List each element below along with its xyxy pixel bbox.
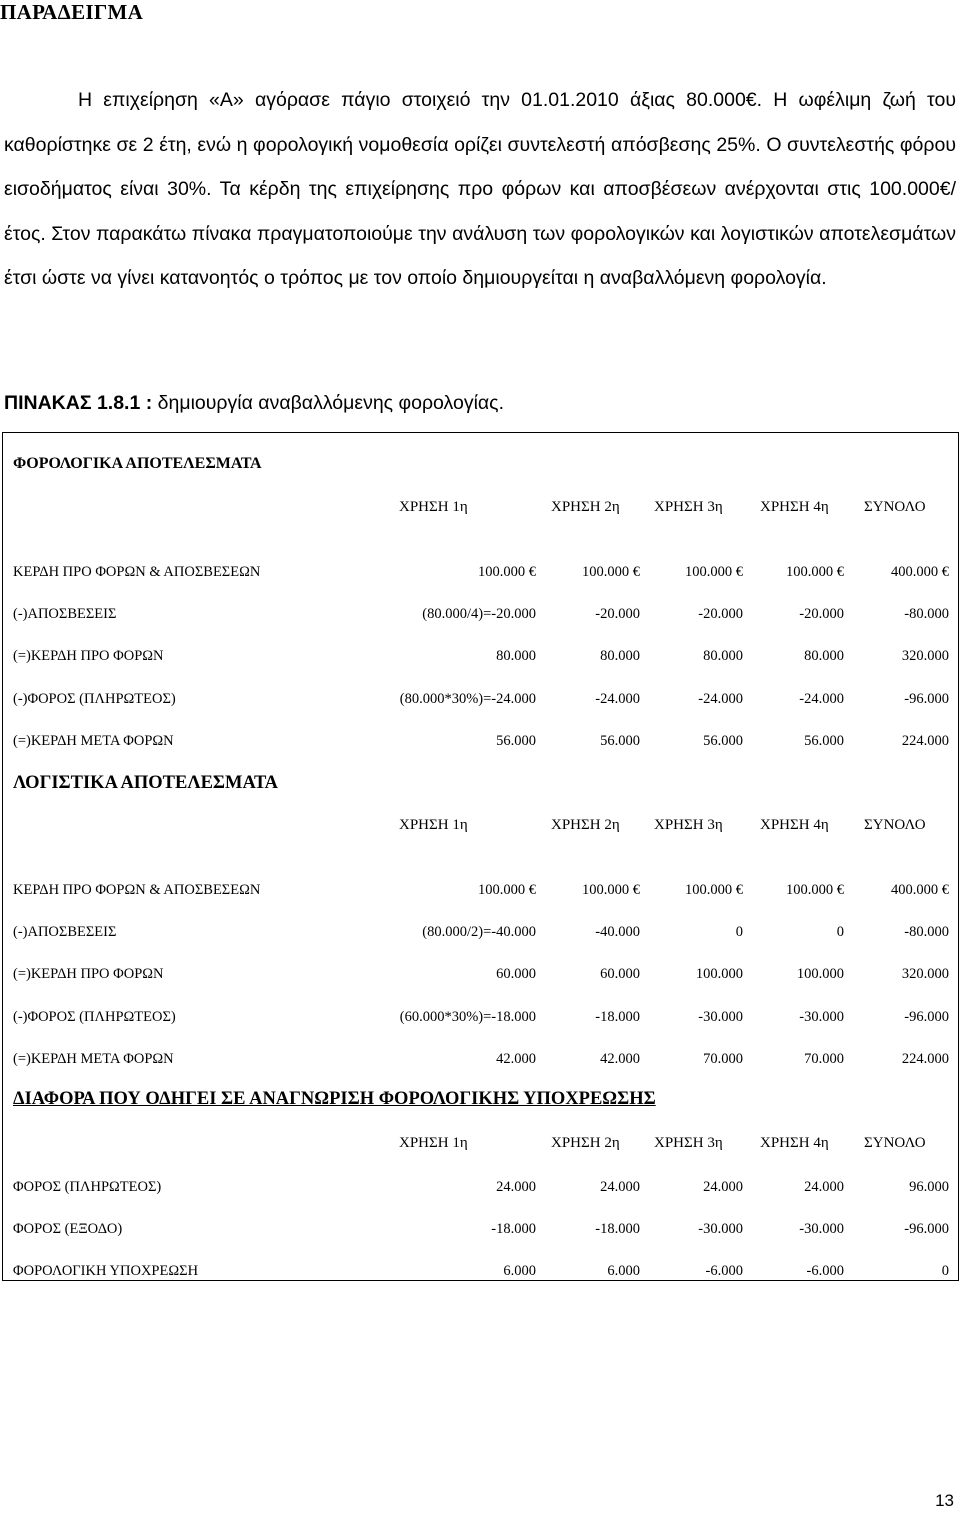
cell-total: -80.000 — [904, 924, 949, 940]
cell-total: -96.000 — [904, 1221, 949, 1237]
cell-year-4: 100.000 € — [786, 882, 844, 898]
row-label: (-)ΑΠΟΣΒΕΣΕΙΣ — [13, 924, 117, 940]
cell-year-1: 24.000 — [496, 1179, 536, 1195]
cell-year-2: -18.000 — [595, 1221, 640, 1237]
cell-year-3: 0 — [735, 924, 743, 940]
cell-year-3: -6.000 — [705, 1263, 743, 1279]
row-label: (=)ΚΕΡΔΗ ΜΕΤΑ ΦΟΡΩΝ — [13, 1051, 174, 1067]
header-year-2: ΧΡΗΣΗ 2η — [551, 499, 620, 515]
cell-year-2: 60.000 — [600, 966, 640, 982]
cell-total: 400.000 € — [891, 882, 949, 898]
page-heading: ΠΑΡΑΔΕΙΓΜΑ — [0, 0, 144, 24]
cell-year-3: 80.000 — [703, 648, 743, 664]
header-year-3: ΧΡΗΣΗ 3η — [654, 1135, 723, 1151]
cell-year-4: 0 — [836, 924, 844, 940]
table-caption — [4, 392, 504, 415]
cell-year-4: 100.000 € — [786, 564, 844, 580]
cell-year-2: -20.000 — [595, 606, 640, 622]
table-row — [13, 1221, 958, 1243]
tax-header-row — [3, 499, 948, 521]
cell-year-2: 100.000 € — [582, 882, 640, 898]
cell-year-4: 100.000 — [796, 966, 844, 982]
cell-year-3: 100.000 € — [685, 882, 743, 898]
header-year-3: ΧΡΗΣΗ 3η — [654, 817, 723, 833]
cell-year-4: -6.000 — [806, 1263, 844, 1279]
header-year-1: ΧΡΗΣΗ 1η — [399, 817, 468, 833]
cell-year-3: 24.000 — [703, 1179, 743, 1195]
cell-year-1: 56.000 — [496, 733, 536, 749]
cell-total: 320.000 — [901, 966, 949, 982]
cell-year-4: -30.000 — [799, 1221, 844, 1237]
cell-total: 96.000 — [909, 1179, 949, 1195]
table-row — [13, 691, 958, 713]
table-row — [13, 1263, 958, 1285]
tax-results-title: ΦΟΡΟΛΟΓΙΚΑ ΑΠΟΤΕΛΕΣΜΑΤΑ — [13, 455, 262, 472]
cell-year-1: 80.000 — [496, 648, 536, 664]
cell-year-1: 100.000 € — [478, 564, 536, 580]
cell-year-3: 100.000 — [695, 966, 743, 982]
row-label: (=)ΚΕΡΔΗ ΠΡΟ ΦΟΡΩΝ — [13, 648, 164, 664]
difference-header-row — [3, 1135, 948, 1157]
cell-year-3: -30.000 — [698, 1221, 743, 1237]
table-row — [13, 924, 958, 946]
table-number: ΠΙΝΑΚΑΣ 1.8.1 : — [4, 392, 153, 414]
header-year-4: ΧΡΗΣΗ 4η — [760, 817, 829, 833]
cell-year-1: (60.000*30%)=-18.000 — [399, 1009, 536, 1025]
table-row — [13, 606, 958, 628]
cell-year-4: -24.000 — [799, 691, 844, 707]
cell-total: -80.000 — [904, 606, 949, 622]
difference-title: ΔΙΑΦΟΡΑ ΠΟΥ ΟΔΗΓΕΙ ΣΕ ΑΝΑΓΝΩΡΙΣΗ ΦΟΡΟΛΟΓΙΚΗΣ ΥΠΟΧΡΕΩΣΗΣ — [13, 1089, 656, 1109]
cell-year-4: -20.000 — [799, 606, 844, 622]
cell-year-2: -24.000 — [595, 691, 640, 707]
cell-year-4: 80.000 — [804, 648, 844, 664]
cell-total: -96.000 — [904, 691, 949, 707]
cell-year-2: 24.000 — [600, 1179, 640, 1195]
cell-total: 224.000 — [901, 1051, 949, 1067]
row-label: ΦΟΡΟΣ (ΠΛΗΡΩΤΕΟΣ) — [13, 1179, 162, 1195]
row-label: (=)ΚΕΡΔΗ ΠΡΟ ΦΟΡΩΝ — [13, 966, 164, 982]
cell-year-1: 42.000 — [496, 1051, 536, 1067]
cell-year-2: 6.000 — [607, 1263, 640, 1279]
cell-year-2: -40.000 — [595, 924, 640, 940]
cell-year-1: -18.000 — [491, 1221, 536, 1237]
cell-total: 320.000 — [901, 648, 949, 664]
table-row — [13, 648, 958, 670]
cell-year-2: 100.000 € — [582, 564, 640, 580]
row-label: ΦΟΡΟΛΟΓΙΚΗ ΥΠΟΧΡΕΩΣΗ — [13, 1263, 199, 1279]
table-row — [13, 564, 958, 586]
cell-year-3: 100.000 € — [685, 564, 743, 580]
table-caption-text: δημιουργία αναβαλλόμενης φορολογίας. — [157, 392, 505, 414]
accounting-header-row — [3, 817, 948, 839]
header-year-3: ΧΡΗΣΗ 3η — [654, 499, 723, 515]
table-row — [13, 882, 958, 904]
cell-year-2: 42.000 — [600, 1051, 640, 1067]
page-number: 13 — [935, 1491, 954, 1510]
intro-paragraph — [4, 78, 956, 301]
header-year-4: ΧΡΗΣΗ 4η — [760, 499, 829, 515]
cell-year-4: 24.000 — [804, 1179, 844, 1195]
header-year-1: ΧΡΗΣΗ 1η — [399, 1135, 468, 1151]
cell-year-2: 80.000 — [600, 648, 640, 664]
cell-year-1: 100.000 € — [478, 882, 536, 898]
cell-year-3: -30.000 — [698, 1009, 743, 1025]
accounting-results-title: ΛΟΓΙΣΤΙΚΑ ΑΠΟΤΕΛΕΣΜΑΤΑ — [13, 773, 278, 793]
cell-year-1: (80.000/4)=-20.000 — [422, 606, 536, 622]
table-row — [13, 966, 958, 988]
row-label: (-)ΑΠΟΣΒΕΣΕΙΣ — [13, 606, 117, 622]
cell-year-3: -20.000 — [698, 606, 743, 622]
cell-year-1: 6.000 — [503, 1263, 536, 1279]
cell-total: 400.000 € — [891, 564, 949, 580]
table-row — [13, 1009, 958, 1031]
header-year-2: ΧΡΗΣΗ 2η — [551, 1135, 620, 1151]
cell-year-1: (80.000*30%)=-24.000 — [399, 691, 536, 707]
cell-year-2: -18.000 — [595, 1009, 640, 1025]
intro-text: Η επιχείρηση «Α» αγόρασε πάγιο στοιχειό την 01.01.2010 άξιας 80.000€. Η ωφέλιμη ζωή του καθορίστηκε σε 2 έτη, ενώ η φορολογική νομοθεσία ορίζει συντελεστή απόσβεσης 25%. Ο συντελεστής φόρου εισοδήματος είναι 30%. Τα κέρδη της επιχείρησης προ φόρων και αποσβέσεων ανέρχονται στις 100.000€/έτος. Στον παρακάτω πίνακα πραγματοποιούμε την ανάλυση των φορολογικών και λογιστικών αποτελεσμάτων έτσι ώστε να γίνει κατανοητός ο τρόπος με τον οποίο δημιουργείται η αναβαλλόμενη φορολογία. — [4, 89, 956, 290]
cell-year-3: -24.000 — [698, 691, 743, 707]
row-label: ΚΕΡΔΗ ΠΡΟ ΦΟΡΩΝ & ΑΠΟΣΒΕΣΕΩΝ — [13, 882, 261, 898]
header-total: ΣΥΝΟΛΟ — [864, 1135, 926, 1151]
cell-year-4: 70.000 — [804, 1051, 844, 1067]
row-label: (=)ΚΕΡΔΗ ΜΕΤΑ ΦΟΡΩΝ — [13, 733, 174, 749]
header-total: ΣΥΝΟΛΟ — [864, 499, 926, 515]
cell-total: 224.000 — [901, 733, 949, 749]
cell-year-2: 56.000 — [600, 733, 640, 749]
row-label: ΦΟΡΟΣ (ΕΞΟΔΟ) — [13, 1221, 123, 1237]
header-year-2: ΧΡΗΣΗ 2η — [551, 817, 620, 833]
header-total: ΣΥΝΟΛΟ — [864, 817, 926, 833]
cell-year-1: 60.000 — [496, 966, 536, 982]
cell-year-3: 70.000 — [703, 1051, 743, 1067]
cell-year-4: -30.000 — [799, 1009, 844, 1025]
deferred-tax-table — [2, 432, 959, 1281]
row-label: (-)ΦΟΡΟΣ (ΠΛΗΡΩΤΕΟΣ) — [13, 691, 176, 707]
table-row — [13, 733, 958, 755]
table-row — [13, 1051, 958, 1073]
cell-total: 0 — [941, 1263, 949, 1279]
cell-year-1: (80.000/2)=-40.000 — [422, 924, 536, 940]
header-year-4: ΧΡΗΣΗ 4η — [760, 1135, 829, 1151]
cell-year-4: 56.000 — [804, 733, 844, 749]
cell-total: -96.000 — [904, 1009, 949, 1025]
row-label: (-)ΦΟΡΟΣ (ΠΛΗΡΩΤΕΟΣ) — [13, 1009, 176, 1025]
cell-year-3: 56.000 — [703, 733, 743, 749]
table-row — [13, 1179, 958, 1201]
header-year-1: ΧΡΗΣΗ 1η — [399, 499, 468, 515]
row-label: ΚΕΡΔΗ ΠΡΟ ΦΟΡΩΝ & ΑΠΟΣΒΕΣΕΩΝ — [13, 564, 261, 580]
